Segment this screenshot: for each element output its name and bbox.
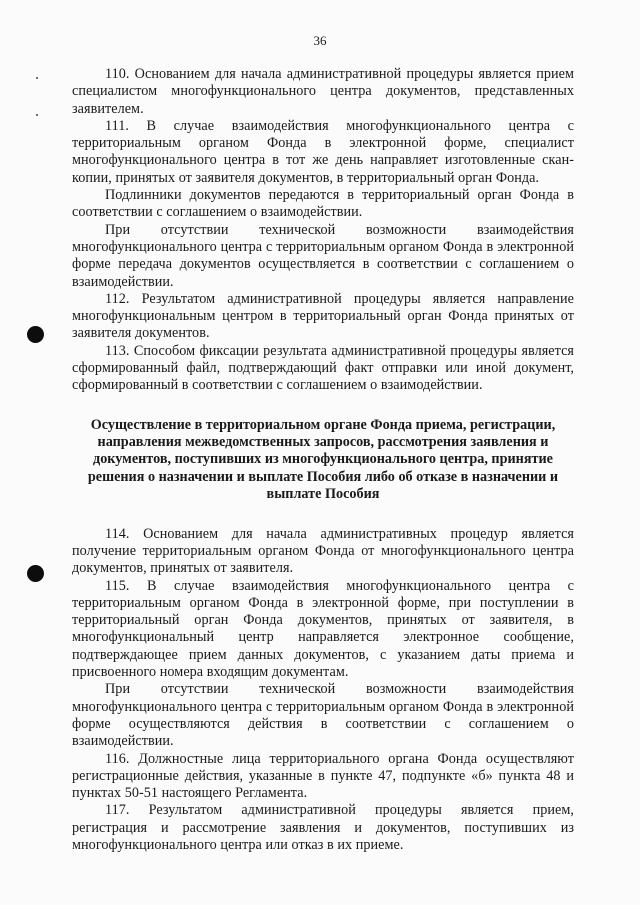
paragraph-116: 116. Должностные лица территориального органа Фонда осуществляют регистрационные действия, указанные в пункте 47, подпункте «б» пункта 48 и пунктах 50-51 настоящего Регламента.: [72, 750, 574, 802]
scan-speck: [36, 114, 38, 116]
scan-speck: [36, 77, 38, 79]
paragraph-originals: Подлинники документов передаются в территориальный орган Фонда в соответствии с соглашением о взаимодействии.: [72, 187, 574, 221]
paragraph-117: 117. Результатом административной процедуры является прием, регистрация и рассмотрение заявления и документов, поступивших из многофункционального центра или отказ в их приеме.: [72, 802, 574, 854]
punch-hole-mark: [27, 565, 44, 582]
paragraph-113: 113. Способом фиксации результата административной процедуры является сформированный файл, подтверждающий факт отправки или иной документ, сформированный в соответствии с соглашением о взаимодействии.: [72, 342, 574, 394]
paragraph-115: 115. В случае взаимодействия многофункционального центра с территориальным органом Фонда в электронной форме, при поступлении в территориальный орган Фонда документов, принятых от заявителя, в многофункциональный центр направляется электронное сообщение, подтверждающее прием данных документов, с указанием даты приема и присвоенного номера входящим документам.: [72, 577, 574, 681]
paragraph-111: 111. В случае взаимодействия многофункционального центра с территориальным органом Фонда в электронной форме, специалист многофункционального центра в тот же день направляет изготовленные скан-копии, принятых от заявителя документов, в территориальный орган Фонда.: [72, 117, 574, 186]
paragraph-112: 112. Результатом административной процедуры является направление многофункциональным центром в территориальный орган Фонда принятых от заявителя документов.: [72, 290, 574, 342]
paragraph-no-technical-possibility-2: При отсутствии технической возможности взаимодействия многофункционального центра с территориальным органом Фонда в электронной форме осуществляются действия в соответствии с соглашением о взаимодействии.: [72, 681, 574, 750]
document-body: [72, 66, 574, 854]
punch-hole-mark: [27, 326, 44, 343]
paragraph-110: 110. Основанием для начала административной процедуры является прием специалистом многофункционального центра документов, представленных заявителем.: [72, 66, 574, 117]
paragraph-no-technical-possibility: При отсутствии технической возможности взаимодействия многофункционального центра с территориальным органом Фонда в электронной форме передача документов осуществляется в соответствии с соглашением о взаимодействии.: [72, 221, 574, 290]
page-number: 36: [313, 33, 327, 48]
paragraph-114: 114. Основанием для начала административных процедур является получение территориальным органом Фонда от многофункционального центра документов, принятых от заявителя.: [72, 525, 574, 577]
section-heading: Осуществление в территориальном органе Фонда приема, регистрации, направления межведомственных запросов, рассмотрения заявления и документов, поступивших из многофункционального центра, принятие решения о назначении и выплате Пособия либо об отказе в назначении и выплате Пособия: [87, 416, 559, 503]
